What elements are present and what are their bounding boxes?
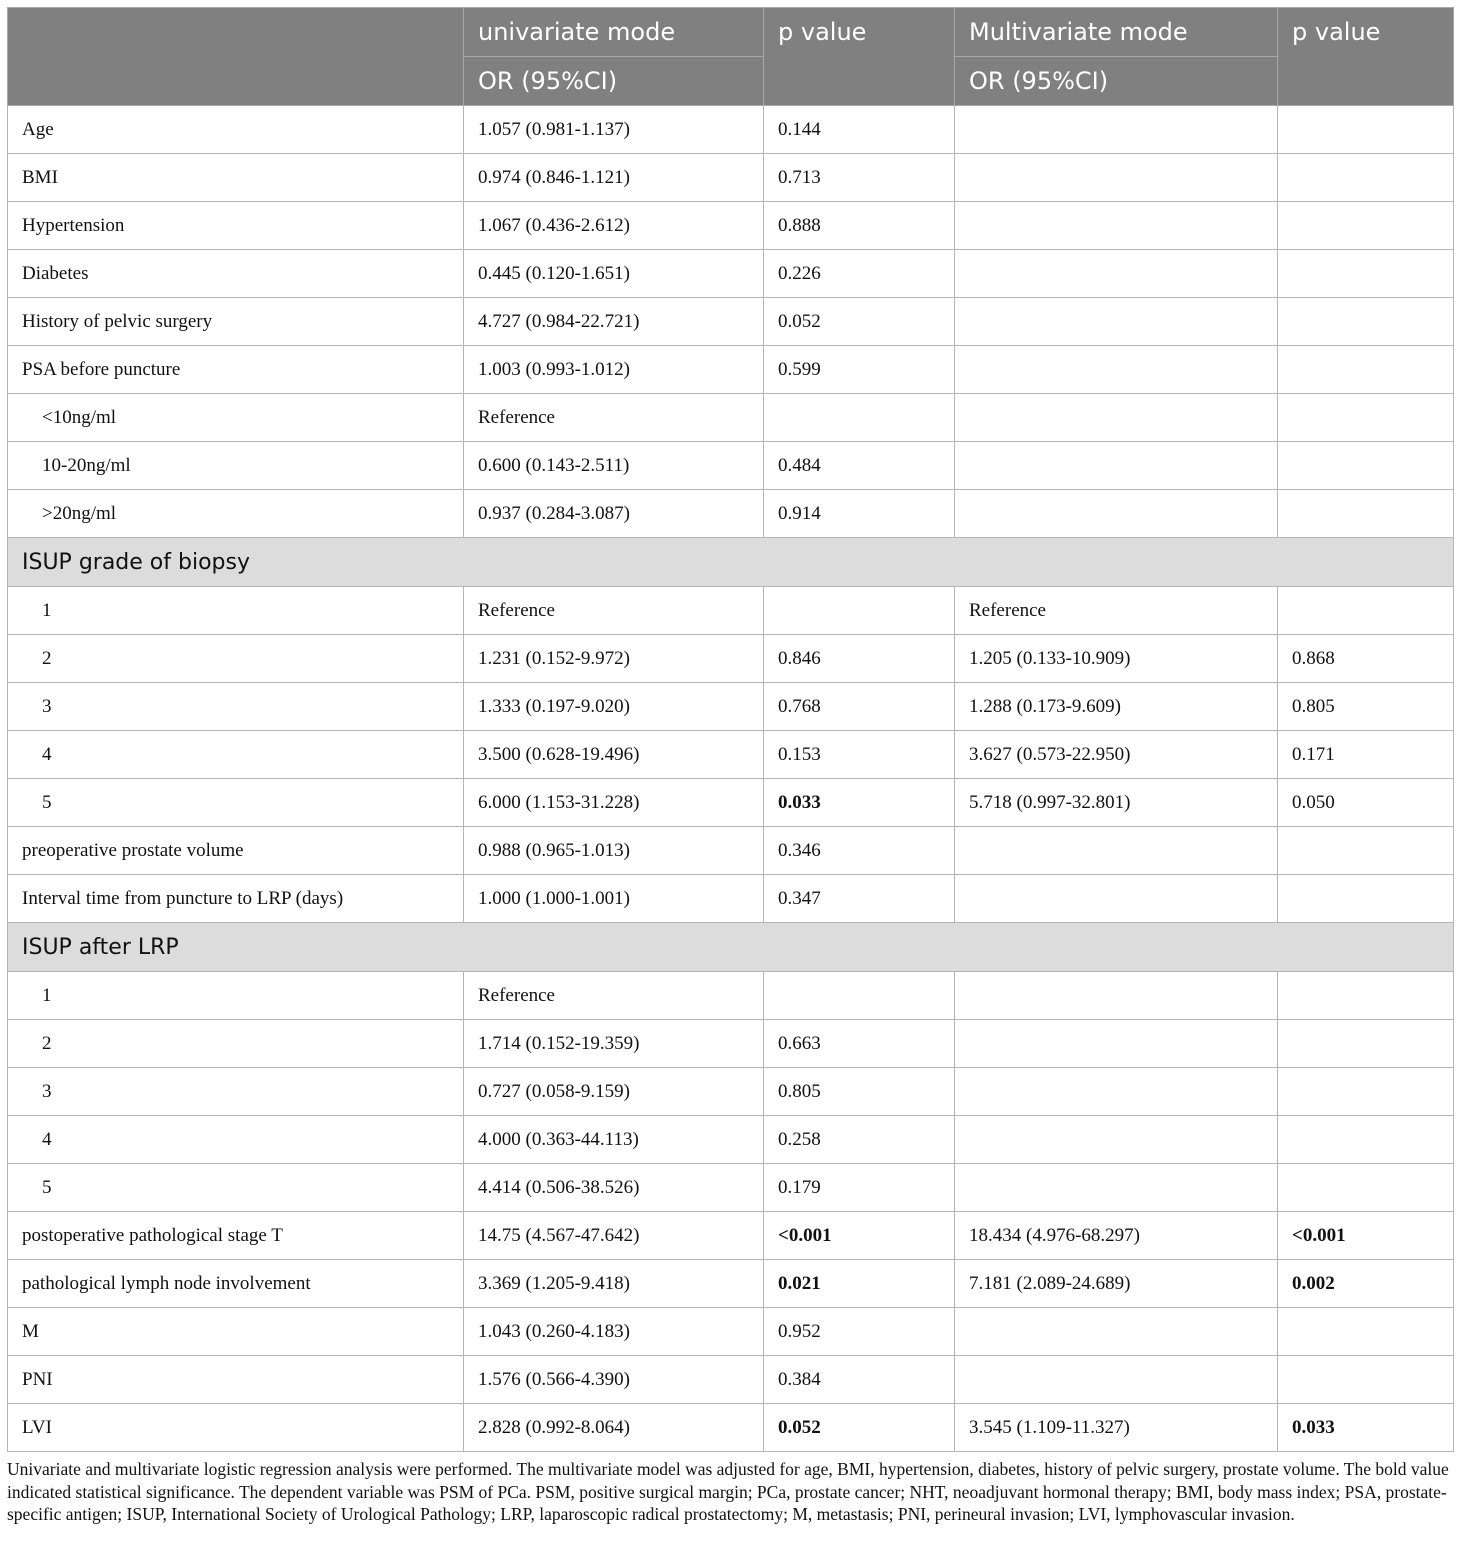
variable-cell: >20ng/ml [8,490,464,538]
table-row [8,972,1454,1020]
univariate-p-cell: 0.153 [764,731,955,779]
table-row [8,779,1454,827]
univariate-or-cell: Reference [464,394,764,442]
table-row [8,346,1454,394]
table-row [8,106,1454,154]
section-row [8,923,1454,972]
univariate-or-cell: Reference [464,587,764,635]
regression-table [7,7,1454,1452]
univariate-p-cell: 0.768 [764,683,955,731]
multivariate-p-cell [1278,587,1454,635]
table-footnote: Univariate and multivariate logistic regression analysis were performed. The multivariate model was adjusted for age, BMI, hypertension, diabetes, history of pelvic surgery, prostate volume. The bold value indicated statistical significance. The dependent variable was PSM of PCa. PSM, positive surgical margin; PCa, prostate cancer; NHT, neoadjuvant hormonal therapy; BMI, body mass index; PSA, prostate-specific antigen; ISUP, International Society of Urological Pathology; LRP, laparoscopic radical prostatectomy; M, metastasis; PNI, perineural invasion; LVI, lymphovascular invasion. [7,1459,1449,1524]
univariate-p-cell: 0.144 [764,106,955,154]
univariate-p-cell: 0.052 [764,1404,955,1452]
variable-cell: 4 [8,731,464,779]
univariate-p-cell: 0.258 [764,1116,955,1164]
variable-cell: 1 [8,972,464,1020]
univariate-p-cell: <0.001 [764,1212,955,1260]
table-header [8,8,1454,106]
univariate-p-cell: 0.346 [764,827,955,875]
multivariate-or-cell [955,250,1278,298]
multivariate-or-cell [955,875,1278,923]
table-row [8,250,1454,298]
univariate-or-cell: 0.988 (0.965-1.013) [464,827,764,875]
univariate-p-cell: 0.347 [764,875,955,923]
univariate-or-cell: 4.414 (0.506-38.526) [464,1164,764,1212]
variable-cell: M [8,1308,464,1356]
multivariate-or-cell [955,972,1278,1020]
univariate-p-cell: 0.914 [764,490,955,538]
univariate-or-cell: 6.000 (1.153-31.228) [464,779,764,827]
table-row [8,442,1454,490]
multivariate-p-cell: 0.868 [1278,635,1454,683]
univariate-or-cell: 1.576 (0.566-4.390) [464,1356,764,1404]
univariate-p-cell: 0.846 [764,635,955,683]
univariate-or-cell: 0.727 (0.058-9.159) [464,1068,764,1116]
table-row [8,1164,1454,1212]
multivariate-or-cell: 3.627 (0.573-22.950) [955,731,1278,779]
variable-cell: Interval time from puncture to LRP (days) [8,875,464,923]
multivariate-p-cell [1278,250,1454,298]
multivariate-p-cell [1278,346,1454,394]
multivariate-p-cell: 0.171 [1278,731,1454,779]
multivariate-or-cell [955,202,1278,250]
multivariate-p-cell [1278,972,1454,1020]
multivariate-or-cell: 18.434 (4.976-68.297) [955,1212,1278,1260]
table-row [8,731,1454,779]
multivariate-p-cell: 0.002 [1278,1260,1454,1308]
table-row [8,298,1454,346]
multivariate-or-cell: 7.181 (2.089-24.689) [955,1260,1278,1308]
univariate-or-cell: 1.057 (0.981-1.137) [464,106,764,154]
multivariate-p-cell [1278,1356,1454,1404]
table-row [8,202,1454,250]
variable-cell: Diabetes [8,250,464,298]
variable-cell: preoperative prostate volume [8,827,464,875]
table-container [7,7,1453,1526]
multivariate-or-cell [955,1068,1278,1116]
multivariate-or-cell [955,394,1278,442]
header-univariate-or: OR (95%CI) [464,57,764,106]
univariate-p-cell: 0.384 [764,1356,955,1404]
multivariate-p-cell [1278,106,1454,154]
table-row [8,635,1454,683]
univariate-p-cell: 0.805 [764,1068,955,1116]
table-row [8,1068,1454,1116]
multivariate-or-cell [955,1164,1278,1212]
table-row [8,490,1454,538]
multivariate-p-cell [1278,1020,1454,1068]
multivariate-or-cell: 1.205 (0.133-10.909) [955,635,1278,683]
univariate-or-cell: 1.000 (1.000-1.001) [464,875,764,923]
multivariate-p-cell [1278,442,1454,490]
variable-cell: History of pelvic surgery [8,298,464,346]
variable-cell: LVI [8,1404,464,1452]
multivariate-or-cell [955,827,1278,875]
multivariate-or-cell: 5.718 (0.997-32.801) [955,779,1278,827]
variable-cell: 10-20ng/ml [8,442,464,490]
variable-cell: 3 [8,683,464,731]
univariate-or-cell: 0.600 (0.143-2.511) [464,442,764,490]
univariate-or-cell: 3.500 (0.628-19.496) [464,731,764,779]
univariate-or-cell: 1.231 (0.152-9.972) [464,635,764,683]
variable-cell: Hypertension [8,202,464,250]
multivariate-p-cell: <0.001 [1278,1212,1454,1260]
table-row [8,1260,1454,1308]
univariate-or-cell: Reference [464,972,764,1020]
table-row [8,1356,1454,1404]
variable-cell: PNI [8,1356,464,1404]
univariate-or-cell: 4.000 (0.363-44.113) [464,1116,764,1164]
header-univariate: univariate mode [464,8,764,57]
univariate-or-cell: 1.333 (0.197-9.020) [464,683,764,731]
multivariate-or-cell [955,442,1278,490]
univariate-p-cell: 0.033 [764,779,955,827]
multivariate-or-cell [955,1116,1278,1164]
univariate-or-cell: 1.714 (0.152-19.359) [464,1020,764,1068]
table-row [8,1116,1454,1164]
section-label: ISUP grade of biopsy [8,538,1454,587]
variable-cell: postoperative pathological stage T [8,1212,464,1260]
multivariate-or-cell [955,346,1278,394]
univariate-p-cell: 0.052 [764,298,955,346]
multivariate-p-cell [1278,1116,1454,1164]
header-variable [8,8,464,106]
multivariate-p-cell [1278,875,1454,923]
univariate-or-cell: 14.75 (4.567-47.642) [464,1212,764,1260]
univariate-or-cell: 2.828 (0.992-8.064) [464,1404,764,1452]
univariate-or-cell: 1.067 (0.436-2.612) [464,202,764,250]
section-label: ISUP after LRP [8,923,1454,972]
table-row [8,1308,1454,1356]
univariate-or-cell: 1.003 (0.993-1.012) [464,346,764,394]
multivariate-or-cell [955,1308,1278,1356]
multivariate-p-cell [1278,394,1454,442]
multivariate-or-cell [955,1020,1278,1068]
univariate-p-cell: 0.663 [764,1020,955,1068]
variable-cell: 2 [8,1020,464,1068]
univariate-or-cell: 4.727 (0.984-22.721) [464,298,764,346]
univariate-p-cell: 0.021 [764,1260,955,1308]
variable-cell: pathological lymph node involvement [8,1260,464,1308]
header-univariate-p: p value [764,8,955,106]
multivariate-p-cell: 0.033 [1278,1404,1454,1452]
variable-cell: PSA before puncture [8,346,464,394]
multivariate-or-cell [955,154,1278,202]
variable-cell: 2 [8,635,464,683]
header-multivariate-p: p value [1278,8,1454,106]
table-row [8,875,1454,923]
multivariate-or-cell: 3.545 (1.109-11.327) [955,1404,1278,1452]
multivariate-p-cell: 0.050 [1278,779,1454,827]
variable-cell: 4 [8,1116,464,1164]
multivariate-or-cell [955,106,1278,154]
variable-cell: 5 [8,779,464,827]
table-row [8,1212,1454,1260]
multivariate-p-cell [1278,154,1454,202]
univariate-p-cell: 0.888 [764,202,955,250]
univariate-or-cell: 1.043 (0.260-4.183) [464,1308,764,1356]
multivariate-p-cell [1278,1164,1454,1212]
multivariate-or-cell: 1.288 (0.173-9.609) [955,683,1278,731]
multivariate-p-cell [1278,202,1454,250]
variable-cell: <10ng/ml [8,394,464,442]
multivariate-or-cell [955,490,1278,538]
variable-cell: BMI [8,154,464,202]
multivariate-p-cell [1278,298,1454,346]
univariate-p-cell: 0.484 [764,442,955,490]
header-multivariate-or: OR (95%CI) [955,57,1278,106]
table-row [8,683,1454,731]
table-row [8,587,1454,635]
multivariate-p-cell [1278,1308,1454,1356]
univariate-p-cell [764,394,955,442]
univariate-or-cell: 3.369 (1.205-9.418) [464,1260,764,1308]
univariate-or-cell: 0.974 (0.846-1.121) [464,154,764,202]
univariate-or-cell: 0.445 (0.120-1.651) [464,250,764,298]
variable-cell: 5 [8,1164,464,1212]
table-row [8,154,1454,202]
univariate-p-cell [764,972,955,1020]
multivariate-p-cell [1278,490,1454,538]
variable-cell: 1 [8,587,464,635]
univariate-p-cell: 0.952 [764,1308,955,1356]
variable-cell: Age [8,106,464,154]
univariate-p-cell: 0.226 [764,250,955,298]
table-row [8,1404,1454,1452]
header-row-1 [8,8,1454,57]
multivariate-p-cell [1278,1068,1454,1116]
table-row [8,827,1454,875]
multivariate-or-cell [955,1356,1278,1404]
table-body [8,106,1454,1452]
univariate-or-cell: 0.937 (0.284-3.087) [464,490,764,538]
multivariate-or-cell [955,298,1278,346]
multivariate-or-cell: Reference [955,587,1278,635]
multivariate-p-cell [1278,827,1454,875]
header-multivariate: Multivariate mode [955,8,1278,57]
table-row [8,1020,1454,1068]
variable-cell: 3 [8,1068,464,1116]
univariate-p-cell: 0.179 [764,1164,955,1212]
univariate-p-cell: 0.713 [764,154,955,202]
univariate-p-cell [764,587,955,635]
table-row [8,394,1454,442]
multivariate-p-cell: 0.805 [1278,683,1454,731]
section-row [8,538,1454,587]
univariate-p-cell: 0.599 [764,346,955,394]
